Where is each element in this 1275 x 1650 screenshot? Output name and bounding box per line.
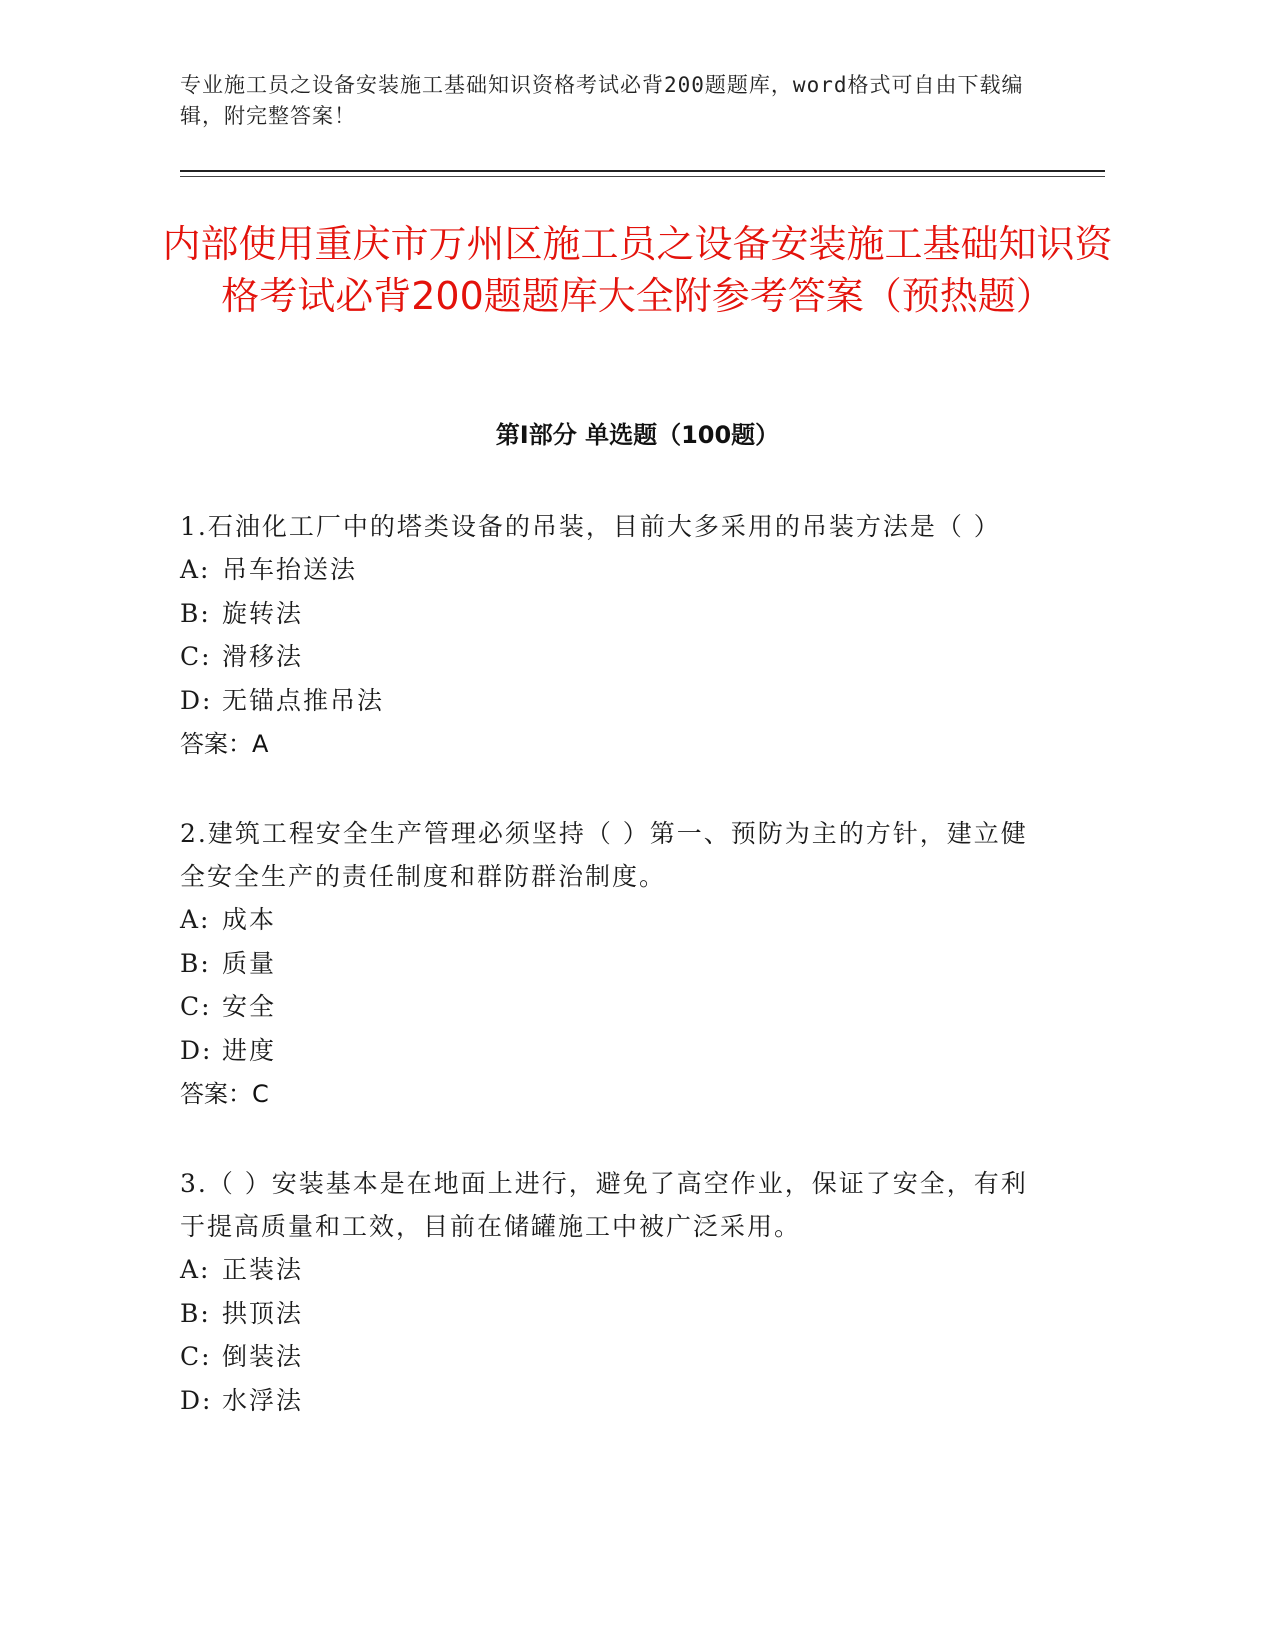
question-2 — [180, 812, 1040, 1116]
option-text: 吊车抬送法 — [222, 555, 358, 584]
document-title: 内部使用重庆市万州区施工员之设备安装施工基础知识资格考试必背200题题库大全附参考答案（预热题） — [162, 222, 1113, 318]
option-letter: C: — [180, 642, 212, 671]
option-text: 成本 — [222, 905, 277, 934]
option-a — [180, 898, 1040, 942]
option-text: 正装法 — [222, 1255, 304, 1284]
option-letter: B: — [180, 1298, 211, 1328]
option-text: 安全 — [222, 992, 277, 1021]
header-divider-thin — [180, 176, 1105, 177]
option-c — [180, 985, 1040, 1029]
question-1 — [180, 505, 1040, 766]
option-d — [180, 679, 1040, 723]
option-letter: C: — [180, 1342, 212, 1371]
option-letter: A: — [180, 905, 211, 934]
option-text: 拱顶法 — [222, 1298, 304, 1328]
option-a — [180, 548, 1040, 592]
option-text: 水浮法 — [222, 1385, 304, 1415]
header-note: 专业施工员之设备安装施工基础知识资格考试必背200题题库，word格式可自由下载编辑，附完整答案！ — [180, 73, 1024, 128]
question-stem: 2.建筑工程安全生产管理必须坚持（ ）第一、预防为主的方针，建立健全安全生产的责任制度和群防群治制度。 — [180, 819, 1028, 891]
option-letter: A: — [180, 555, 211, 584]
option-text: 进度 — [222, 1035, 277, 1065]
option-letter: C: — [180, 992, 212, 1021]
option-d — [180, 1029, 1040, 1073]
question-stem: 1.石油化工厂中的塔类设备的吊装，目前大多采用的吊装方法是（ ） — [180, 512, 1001, 541]
header-divider-thick — [180, 170, 1105, 172]
option-text: 质量 — [222, 948, 277, 978]
question-stem: 3.（ ）安装基本是在地面上进行，避免了高空作业，保证了安全，有利于提高质量和工效，目前在储罐施工中被广泛采用。 — [180, 1169, 1028, 1241]
option-letter: D: — [180, 1385, 213, 1415]
option-a — [180, 1248, 1040, 1292]
answer: 答案：C — [180, 1080, 269, 1108]
option-c — [180, 1335, 1040, 1379]
option-letter: D: — [180, 685, 213, 715]
option-b — [180, 1292, 1040, 1336]
option-letter: A: — [180, 1255, 211, 1284]
option-letter: D: — [180, 1035, 213, 1065]
option-b — [180, 592, 1040, 636]
option-letter: B: — [180, 598, 211, 628]
section-heading: 第Ⅰ部分 单选题（100题） — [495, 421, 780, 449]
option-b — [180, 942, 1040, 986]
option-letter: B: — [180, 948, 211, 978]
option-text: 倒装法 — [222, 1342, 304, 1371]
question-3 — [180, 1162, 1040, 1422]
option-text: 无锚点推吊法 — [222, 685, 385, 715]
question-list — [180, 505, 1040, 1468]
answer: 答案：A — [180, 730, 269, 758]
option-d — [180, 1379, 1040, 1423]
option-c — [180, 635, 1040, 679]
option-text: 滑移法 — [222, 642, 304, 671]
option-text: 旋转法 — [222, 598, 304, 628]
